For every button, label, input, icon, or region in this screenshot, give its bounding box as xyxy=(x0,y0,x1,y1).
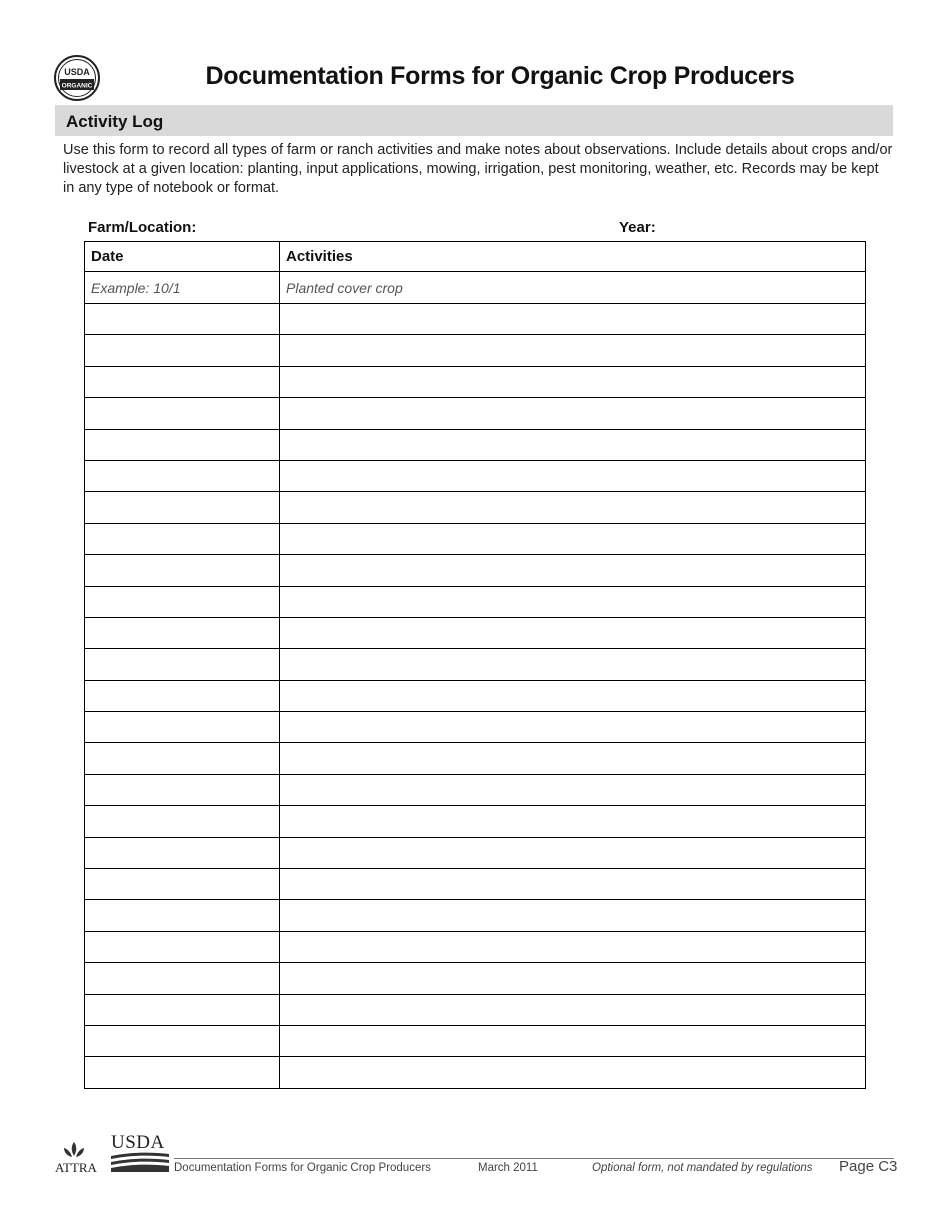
seal-text-usda: USDA xyxy=(64,67,90,77)
activity-cell[interactable] xyxy=(280,774,866,805)
usda-field-stripes-logo xyxy=(111,1134,169,1174)
table-row xyxy=(85,1025,866,1056)
date-cell[interactable] xyxy=(85,680,280,711)
activity-cell[interactable] xyxy=(280,837,866,868)
usda-wordmark: USDA xyxy=(111,1132,165,1153)
date-cell[interactable] xyxy=(85,774,280,805)
date-cell[interactable] xyxy=(85,931,280,962)
table-row xyxy=(85,900,866,931)
activity-cell[interactable] xyxy=(280,680,866,711)
date-cell[interactable] xyxy=(85,963,280,994)
example-row xyxy=(85,272,866,304)
date-cell[interactable] xyxy=(85,429,280,460)
activity-cell[interactable] xyxy=(280,1025,866,1056)
activity-cell[interactable] xyxy=(280,429,866,460)
table-row xyxy=(85,931,866,962)
activity-cell[interactable] xyxy=(280,1057,866,1088)
activity-cell[interactable] xyxy=(280,586,866,617)
footer-date: March 2011 xyxy=(478,1162,538,1174)
activity-cell[interactable] xyxy=(280,523,866,554)
table-row xyxy=(85,523,866,554)
table-row xyxy=(85,1057,866,1088)
usda-organic-seal xyxy=(54,55,100,101)
date-cell[interactable] xyxy=(85,900,280,931)
date-cell[interactable] xyxy=(85,555,280,586)
table-row xyxy=(85,335,866,366)
date-cell[interactable] xyxy=(85,837,280,868)
date-cell[interactable] xyxy=(85,523,280,554)
table-row xyxy=(85,429,866,460)
date-cell[interactable] xyxy=(85,994,280,1025)
table-row xyxy=(85,617,866,648)
activity-cell[interactable] xyxy=(280,994,866,1025)
activity-cell[interactable] xyxy=(280,304,866,335)
table-row xyxy=(85,837,866,868)
activity-cell[interactable] xyxy=(280,963,866,994)
seal-text-organic: ORGANIC xyxy=(61,82,93,90)
table-row xyxy=(85,586,866,617)
table-row xyxy=(85,366,866,397)
date-cell[interactable] xyxy=(85,649,280,680)
table-row xyxy=(85,649,866,680)
attra-wordmark: ATTRA xyxy=(55,1160,97,1175)
footer-divider xyxy=(174,1158,894,1159)
activity-cell[interactable] xyxy=(280,335,866,366)
activity-log-table xyxy=(84,241,866,1089)
table-row xyxy=(85,869,866,900)
example-activity: Planted cover crop xyxy=(280,272,866,304)
page-number: Page C3 xyxy=(839,1158,898,1175)
date-cell[interactable] xyxy=(85,304,280,335)
activity-cell[interactable] xyxy=(280,806,866,837)
activity-cell[interactable] xyxy=(280,743,866,774)
table-header-row xyxy=(85,242,866,272)
date-cell[interactable] xyxy=(85,869,280,900)
table-row xyxy=(85,460,866,491)
table-row xyxy=(85,555,866,586)
activity-cell[interactable] xyxy=(280,649,866,680)
date-cell[interactable] xyxy=(85,586,280,617)
date-cell[interactable] xyxy=(85,617,280,648)
date-cell[interactable] xyxy=(85,1025,280,1056)
date-cell[interactable] xyxy=(85,398,280,429)
date-cell[interactable] xyxy=(85,806,280,837)
footer-note: Optional form, not mandated by regulations xyxy=(592,1162,813,1174)
activity-cell[interactable] xyxy=(280,398,866,429)
activity-cell[interactable] xyxy=(280,366,866,397)
table-row xyxy=(85,712,866,743)
intro-text: Use this form to record all types of farm or ranch activities and make notes about observations. Include details about crops and/or livestock at a given location: planting, input applications, mowing, irrigation, pest monitoring, weather, etc. Records may be kept in any type of notebook or format. xyxy=(63,142,893,196)
farm-location-label: Farm/Location: xyxy=(88,219,197,236)
activity-cell[interactable] xyxy=(280,869,866,900)
date-cell[interactable] xyxy=(85,712,280,743)
page-title: Documentation Forms for Organic Crop Producers xyxy=(205,62,795,90)
date-cell[interactable] xyxy=(85,460,280,491)
table-row xyxy=(85,806,866,837)
activity-cell[interactable] xyxy=(280,460,866,491)
table-row xyxy=(85,680,866,711)
table-row xyxy=(85,743,866,774)
footer-doc-title: Documentation Forms for Organic Crop Producers xyxy=(174,1162,431,1174)
date-cell[interactable] xyxy=(85,335,280,366)
activity-cell[interactable] xyxy=(280,492,866,523)
date-cell[interactable] xyxy=(85,1057,280,1088)
table-row xyxy=(85,304,866,335)
year-label: Year: xyxy=(619,219,656,236)
date-column-header: Date xyxy=(85,242,280,272)
activities-column-header: Activities xyxy=(280,242,866,272)
table-row xyxy=(85,398,866,429)
example-date: Example: 10/1 xyxy=(85,272,280,304)
table-row xyxy=(85,774,866,805)
date-cell[interactable] xyxy=(85,743,280,774)
activity-cell[interactable] xyxy=(280,555,866,586)
activity-cell[interactable] xyxy=(280,617,866,648)
table-row xyxy=(85,963,866,994)
table-row xyxy=(85,492,866,523)
activity-cell[interactable] xyxy=(280,931,866,962)
section-title: Activity Log xyxy=(66,112,164,131)
section-header-bar xyxy=(55,105,893,136)
activity-cell[interactable] xyxy=(280,900,866,931)
table-row xyxy=(85,994,866,1025)
date-cell[interactable] xyxy=(85,366,280,397)
date-cell[interactable] xyxy=(85,492,280,523)
activity-cell[interactable] xyxy=(280,712,866,743)
